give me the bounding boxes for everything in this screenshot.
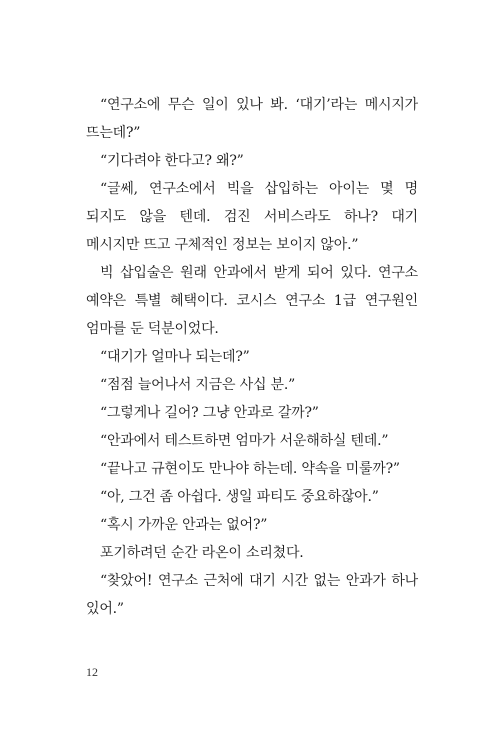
paragraph: “찾았어! 연구소 근처에 대기 시간 없는 안과가 하나 있어.” xyxy=(86,573,418,617)
paragraph: “대기가 얼마나 되는데?” xyxy=(100,349,250,365)
paragraph: “그렇게나 길어? 그냥 안과로 갈까?” xyxy=(100,405,319,421)
paragraph: “점점 늘어나서 지금은 사십 분.” xyxy=(100,377,296,393)
paragraph: 포기하려던 순간 라온이 소리쳤다. xyxy=(100,545,304,561)
paragraph: “연구소에 무슨 일이 있나 봐. ‘대기’라는 메시지가 뜨는데?” xyxy=(86,97,418,141)
paragraph: 빅 삽입술은 원래 안과에서 받게 되어 있다. 연구소 예약은 특별 혜택이다. 코시스 연구소 1급 연구원인 엄마를 둔 덕분이었다. xyxy=(86,265,418,337)
paragraph: “혹시 가까운 안과는 없어?” xyxy=(100,517,268,533)
paragraph: “기다려야 한다고? 왜?” xyxy=(100,153,244,169)
paragraph: “끝나고 규현이도 만나야 하는데. 약속을 미룰까?” xyxy=(100,461,400,477)
body-text xyxy=(86,91,418,623)
paragraph: “아, 그건 좀 아쉽다. 생일 파티도 중요하잖아.” xyxy=(100,489,379,505)
paragraph: “글쎄, 연구소에서 빅을 삽입하는 아이는 몇 명 되지도 않을 텐데. 검진 서비스라도 하나? 대기 메시지만 뜨고 구체적인 정보는 보이지 않아.” xyxy=(86,181,418,253)
paragraph: “안과에서 테스트하면 엄마가 서운해하실 텐데.” xyxy=(100,433,389,449)
page-number: 12 xyxy=(86,665,98,679)
